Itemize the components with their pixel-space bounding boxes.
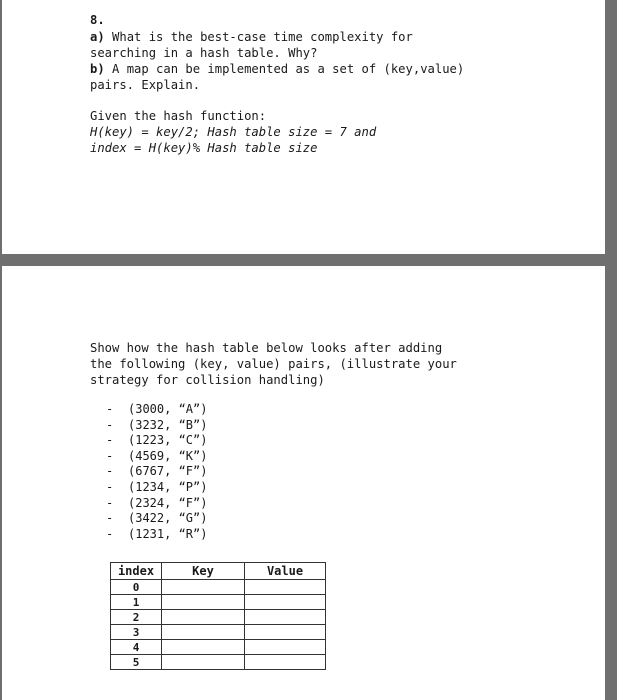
value-cell [245, 625, 326, 640]
table-header-row [111, 563, 326, 580]
list-item [106, 480, 207, 496]
pair-text: (6767, “F”) [128, 464, 208, 479]
value-cell [245, 610, 326, 625]
index-cell: 0 [111, 580, 162, 595]
index-cell: 4 [111, 640, 162, 655]
pair-text: (4569, “K”) [128, 448, 208, 463]
value-cell [245, 655, 326, 670]
list-item [106, 402, 207, 418]
key-cell [162, 640, 245, 655]
question-a-line-2: searching in a hash table. Why? [90, 46, 318, 60]
header-index: index [111, 563, 162, 580]
bullet-dash: - [106, 402, 114, 416]
index-cell: 5 [111, 655, 162, 670]
index-cell: 2 [111, 610, 162, 625]
hash-table [110, 562, 326, 670]
header-key: Key [162, 563, 245, 580]
table-row [111, 655, 326, 670]
table-row [111, 610, 326, 625]
list-item [106, 464, 207, 480]
value-cell [245, 595, 326, 610]
question-b-line-1 [90, 61, 464, 77]
scrollbar-track[interactable] [605, 0, 617, 700]
bullet-dash: - [106, 448, 114, 463]
hash-function-line-2: index = H(key)% Hash table size [90, 141, 318, 155]
instruction-line-3: strategy for collision handling) [90, 373, 325, 387]
list-item [106, 449, 207, 465]
index-cell: 1 [111, 595, 162, 610]
index-cell: 3 [111, 625, 162, 640]
list-item [106, 433, 207, 449]
page-top [2, 0, 605, 254]
key-cell [162, 580, 245, 595]
table-row [111, 580, 326, 595]
question-b-text-1: A map can be implemented as a set of (key,value) [104, 62, 465, 76]
table-row [111, 640, 326, 655]
list-item [106, 496, 207, 512]
question-number: 8. [90, 13, 105, 27]
bullet-dash: - [106, 526, 114, 541]
bullet-dash: - [106, 511, 114, 526]
list-item [106, 511, 207, 527]
key-cell [162, 610, 245, 625]
given-line: Given the hash function: [90, 109, 267, 123]
question-a-line-1 [90, 29, 413, 45]
pair-text: (3000, “A”) [128, 402, 208, 416]
pair-text: (1231, “R”) [128, 526, 208, 541]
list-item [106, 527, 207, 543]
pair-text: (3232, “B”) [128, 417, 208, 432]
bullet-dash: - [106, 495, 114, 510]
bullet-dash: - [106, 464, 114, 479]
key-cell [162, 655, 245, 670]
list-item [106, 418, 207, 434]
pair-text: (3422, “G”) [128, 511, 208, 526]
pairs-list [106, 402, 207, 542]
question-a-text-1: What is the best-case time complexity for [104, 30, 413, 44]
table-row [111, 625, 326, 640]
header-value: Value [245, 563, 326, 580]
bullet-dash: - [106, 479, 114, 494]
pair-text: (2324, “F”) [128, 495, 208, 510]
question-b-line-2: pairs. Explain. [90, 78, 201, 92]
bullet-dash: - [106, 417, 114, 432]
question-a-label: a) [90, 30, 105, 44]
value-cell [245, 640, 326, 655]
table-row [111, 595, 326, 610]
value-cell [245, 580, 326, 595]
hash-function-line-1: H(key) = key/2; Hash table size = 7 and [90, 125, 377, 139]
key-cell [162, 625, 245, 640]
instruction-line-1: Show how the hash table below looks after adding [90, 341, 443, 355]
page-bottom [2, 266, 605, 700]
question-b-label: b) [90, 62, 105, 76]
bullet-dash: - [106, 433, 114, 448]
key-cell [162, 595, 245, 610]
pair-text: (1234, “P”) [128, 479, 208, 494]
instruction-line-2: the following (key, value) pairs, (illustrate your [90, 357, 457, 371]
pair-text: (1223, “C”) [128, 433, 208, 448]
